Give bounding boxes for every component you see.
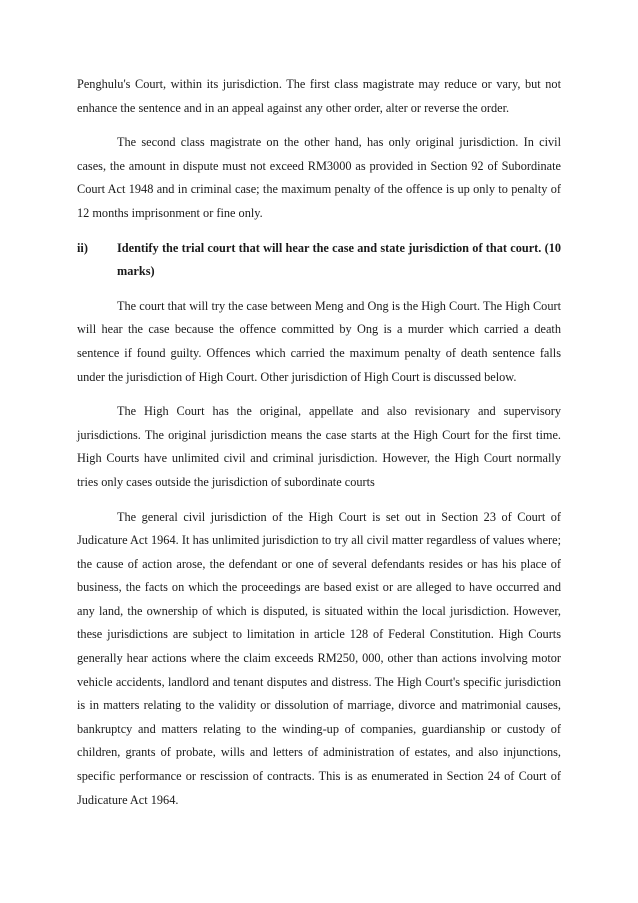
question-text: Identify the trial court that will hear the case and state jurisdiction of that court. (10 marks) [117,240,561,279]
question-number: ii) [77,240,88,255]
paragraph-first-class-magistrate: Penghulu's Court, within its jurisdiction. The first class magistrate may reduce or vary, but not enhance the sentence and in an appeal against any other order, alter or reverse the order. [77,77,561,115]
paragraph-trial-court: The court that will try the case between Meng and Ong is the High Court. The High Court will hear the case because the offence committed by Ong is a murder which carried a death sentence if found guilty. Offences which carried the maximum penalty of death sentence falls under the jurisdiction of High Court. Other jurisdiction of High Court is discussed below. [77,298,561,384]
paragraph-high-court-jurisdictions: The High Court has the original, appellate and also revisionary and supervisory jurisdictions. The original jurisdiction means the case starts at the High Court for the first time. High Courts have unlimited civil and criminal jurisdiction. However, the High Court normally tries only cases outside the jurisdiction of subordinate courts [77,404,561,489]
document-body [77,73,561,823]
paragraph-general-civil-jurisdiction: The general civil jurisdiction of the High Court is set out in Section 23 of Court of Judicature Act 1964. It has unlimited jurisdiction to try all civil matter regardless of values where; the cause of action arose, the defendant or one of several defendants resides or has his place of business, the facts on which the proceedings are based exist or are alleged to have occurred and any land, the ownership of which is disputed, is situated within the local jurisdiction. However, these jurisdictions are subject to limitation in article 128 of Federal Constitution. High Courts generally hear actions where the claim exceeds RM250, 000, other than actions involving motor vehicle accidents, landlord and tenant disputes and distress. The High Court's specific jurisdiction is in matters relating to the validity or dissolution of marriage, divorce and matrimonial causes, bankruptcy and matters relating to the winding-up of companies, guardianship or custody of children, grants of probate, wills and letters of administration of estates, and also injunctions, specific performance or rescission of contracts. This is as enumerated in Section 24 of Court of Judicature Act 1964. [77,509,561,807]
paragraph-second-class-magistrate: The second class magistrate on the other hand, has only original jurisdiction. In civil cases, the amount in dispute must not exceed RM3000 as provided in Section 92 of Subordinate Court Act 1948 and in criminal case; the maximum penalty of the offence is up only to penalty of 12 months imprisonment or fine only. [77,135,561,220]
question-ii [77,237,561,284]
